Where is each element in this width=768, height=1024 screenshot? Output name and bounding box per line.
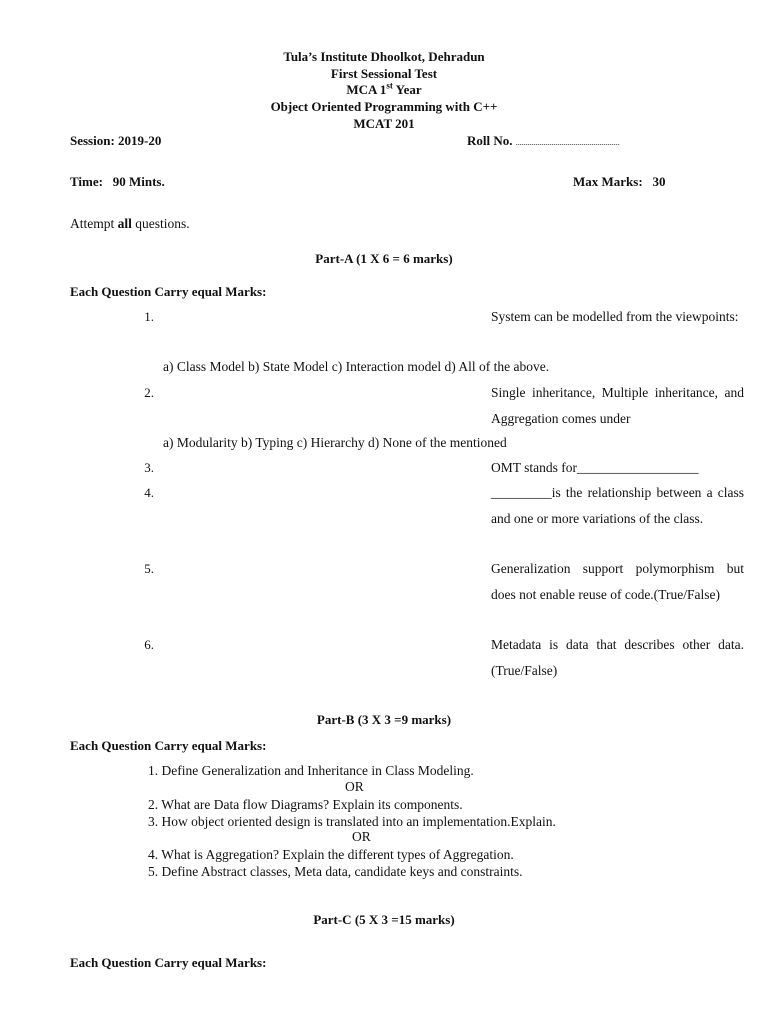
question-number: 1.	[144, 309, 154, 324]
question-text: Single inheritance, Multiple inheritance, and Aggregation comes under	[491, 385, 744, 426]
session: Session: 2019-20	[70, 133, 162, 148]
part-a-subtitle: Each Question Carry equal Marks:	[70, 284, 267, 299]
question-number: 2.	[144, 385, 154, 400]
part-b-question: 4. What is Aggregation? Explain the different types of Aggregation.	[148, 847, 514, 862]
course-title: MCA 1st Year	[346, 80, 422, 97]
subject-title: Object Oriented Programming with C++	[270, 99, 498, 114]
question-number: 4.	[144, 485, 154, 500]
part-b-subtitle: Each Question Carry equal Marks:	[70, 738, 267, 753]
question-number: 3.	[144, 460, 154, 475]
instruction: Attempt all questions.	[70, 216, 190, 231]
question-number: 5.	[144, 561, 154, 576]
question-options: a) Modularity b) Typing c) Hierarchy d) None of the mentioned	[163, 435, 507, 450]
question-text: Metadata is data that describes other data. (True/False)	[491, 637, 744, 678]
question-number: 6.	[144, 637, 154, 652]
part-b-question: 2. What are Data flow Diagrams? Explain its components.	[148, 797, 463, 812]
question-text: System can be modelled from the viewpoints:	[491, 309, 739, 324]
part-b-question: 5. Define Abstract classes, Meta data, candidate keys and constraints.	[148, 864, 523, 879]
or-separator: OR	[352, 829, 371, 844]
part-a-title: Part-A (1 X 6 = 6 marks)	[315, 251, 453, 266]
question-options: a) Class Model b) State Model c) Interaction model d) All of the above.	[163, 359, 550, 374]
part-b-question: 3. How object oriented design is translated into an implementation.Explain.	[148, 814, 556, 829]
part-c-subtitle: Each Question Carry equal Marks:	[70, 955, 267, 970]
part-b-question: 1. Define Generalization and Inheritance in Class Modeling.	[148, 763, 474, 778]
time: Time: 90 Mints.	[70, 174, 165, 189]
question-text: OMT stands for__________________	[491, 460, 699, 475]
part-b-title: Part-B (3 X 3 =9 marks)	[316, 712, 452, 727]
part-c-title: Part-C (5 X 3 =15 marks)	[313, 912, 455, 927]
max-marks: Max Marks: 30	[573, 174, 666, 189]
question-text: _________is the relationship between a class and one or more variations of the class.	[491, 485, 744, 526]
question-text: Generalization support polymorphism but does not enable reuse of code.(True/False)	[491, 561, 744, 602]
course-code: MCAT 201	[353, 116, 415, 131]
institute-name: Tula’s Institute Dhoolkot, Dehradun	[283, 49, 485, 64]
or-separator: OR	[345, 779, 364, 794]
roll-no: Roll No. ....................................................	[467, 133, 620, 148]
test-title: First Sessional Test	[330, 66, 438, 81]
